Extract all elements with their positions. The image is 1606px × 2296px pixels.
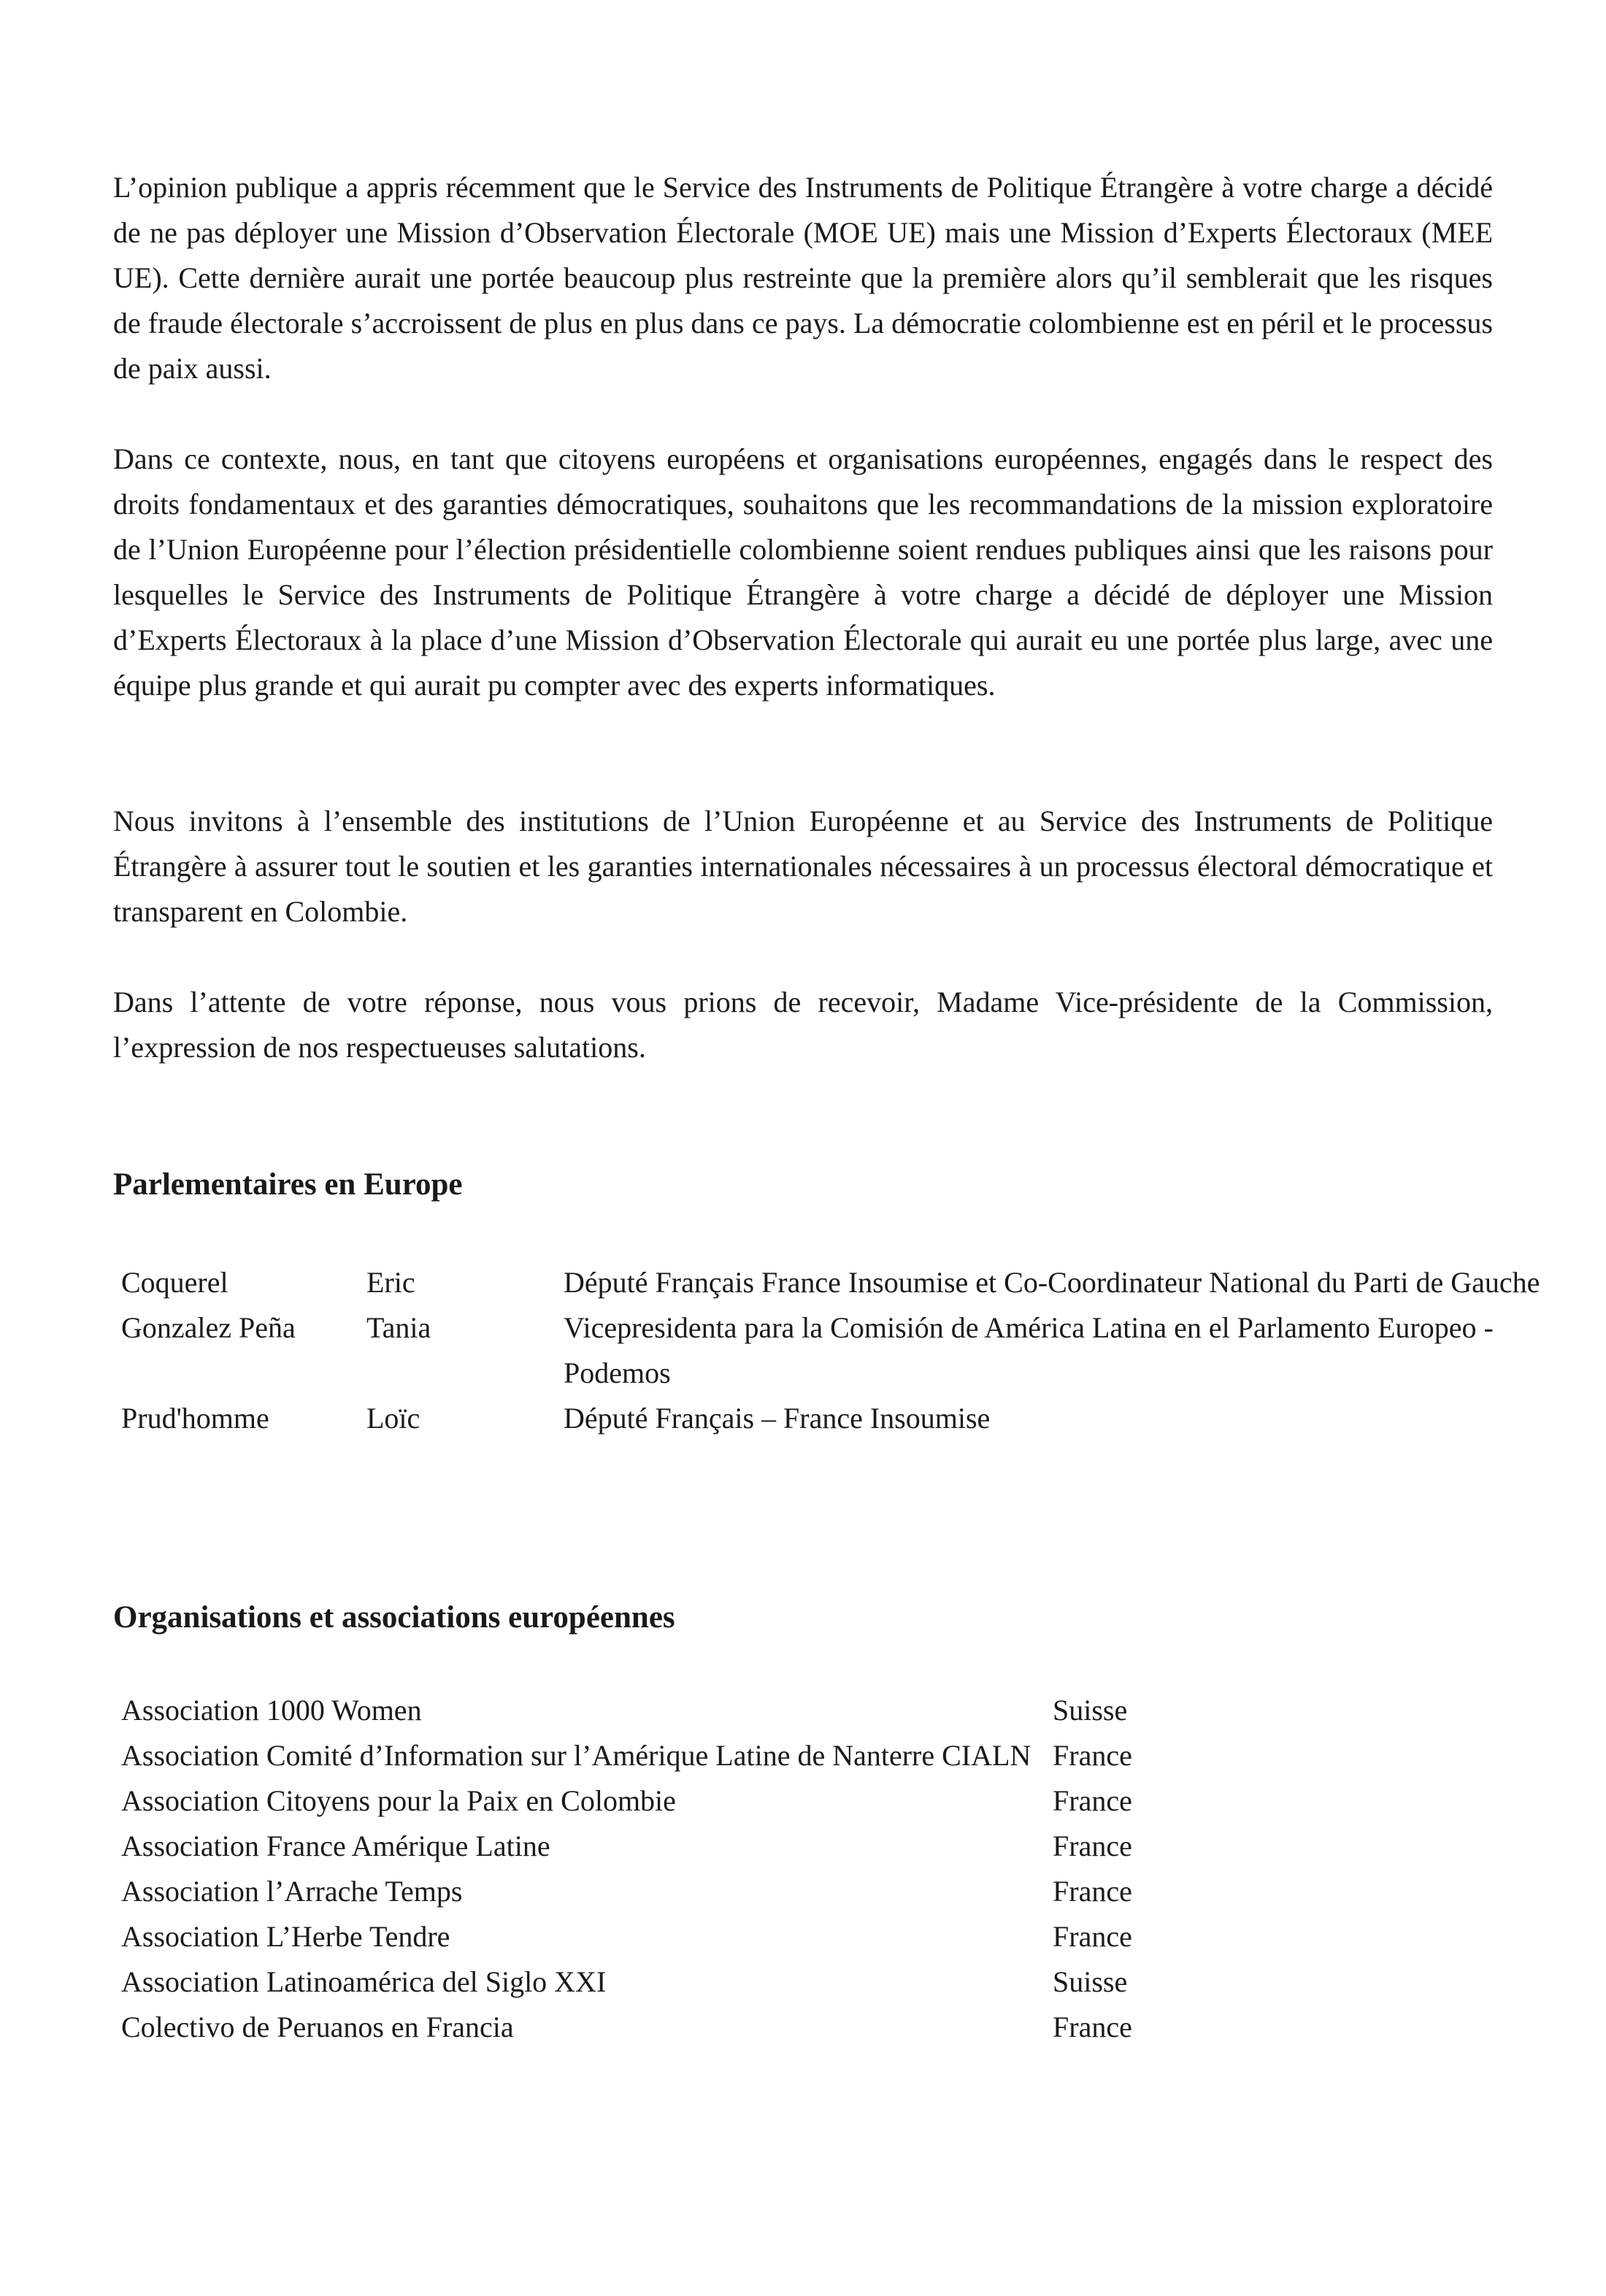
- first-name-cell: Tania: [366, 1311, 431, 1344]
- country-cell: France: [1053, 2011, 1132, 2043]
- country-cell: Suisse: [1053, 1965, 1128, 1998]
- organisations-heading: Organisations et associations européennes: [113, 1600, 675, 1635]
- organisations-table: [121, 1688, 1199, 2050]
- table-row: [121, 1305, 1564, 1396]
- table-row: [121, 1959, 1199, 2005]
- role-cell: Député Français – France Insoumise: [564, 1402, 991, 1435]
- table-row: [121, 1688, 1199, 1733]
- table-row: [121, 1869, 1199, 1914]
- last-name-cell: Prud'homme: [121, 1402, 269, 1435]
- country-cell: France: [1053, 1920, 1132, 1953]
- parliamentarians-table: [121, 1260, 1564, 1441]
- body-paragraph: L’opinion publique a appris récemment que le Service des Instruments de Politique Étrangère à votre charge a décidé de ne pas déployer une Mission d’Observation Électorale (MOE UE) mais une Mission d’Experts Électoraux (MEE UE). Cette dernière aurait une portée beaucoup plus restreinte que la première alors qu’il semblerait que les risques de fraude électorale s’accroissent de plus en plus dans ce pays. La démocratie colombienne est en péril et le processus de paix aussi.: [113, 171, 1493, 385]
- country-cell: France: [1053, 1739, 1132, 1772]
- table-row: [121, 1396, 1564, 1441]
- table-row: [121, 1778, 1199, 1824]
- organisation-name-cell: Association 1000 Women: [121, 1694, 422, 1727]
- last-name-cell: Coquerel: [121, 1266, 228, 1299]
- role-cell: Député Français France Insoumise et Co-Coordinateur National du Parti de Gauche: [564, 1266, 1540, 1299]
- table-row: [121, 1914, 1199, 1959]
- table-row: [121, 2005, 1199, 2050]
- organisation-name-cell: Colectivo de Peruanos en Francia: [121, 2011, 514, 2043]
- role-cell: Vicepresidenta para la Comisión de América Latina en el Parlamento Europeo - Podemos: [564, 1311, 1494, 1389]
- organisation-name-cell: Association L’Herbe Tendre: [121, 1920, 450, 1953]
- first-name-cell: Eric: [366, 1266, 415, 1299]
- organisation-name-cell: Association France Amérique Latine: [121, 1829, 550, 1862]
- table-row: [121, 1824, 1199, 1869]
- organisation-name-cell: Association Comité d’Information sur l’Amérique Latine de Nanterre CIALN: [121, 1739, 1031, 1772]
- organisation-name-cell: Association Citoyens pour la Paix en Colombie: [121, 1784, 676, 1817]
- first-name-cell: Loïc: [366, 1402, 420, 1435]
- table-row: [121, 1260, 1564, 1305]
- body-paragraph: Nous invitons à l’ensemble des institutions de l’Union Européenne et au Service des Instruments de Politique Étrangère à assurer tout le soutien et les garanties internationales nécessaires à un processus électoral démocratique et transparent en Colombie.: [113, 805, 1493, 928]
- country-cell: Suisse: [1053, 1694, 1128, 1727]
- country-cell: France: [1053, 1829, 1132, 1862]
- country-cell: France: [1053, 1875, 1132, 1908]
- parliamentarians-heading: Parlementaires en Europe: [113, 1167, 463, 1202]
- table-row: [121, 1733, 1199, 1778]
- organisation-name-cell: Association Latinoamérica del Siglo XXI: [121, 1965, 607, 1998]
- body-paragraph: Dans ce contexte, nous, en tant que citoyens européens et organisations européennes, engagés dans le respect des droits fondamentaux et des garanties démocratiques, souhaitons que les recommandations de la mission exploratoire de l’Union Européenne pour l’élection présidentielle colombienne soient rendues publiques ainsi que les raisons pour lesquelles le Service des Instruments de Politique Étrangère à votre charge a décidé de déployer une Mission d’Experts Électoraux à la place d’une Mission d’Observation Électorale qui aurait eu une portée plus large, avec une équipe plus grande et qui aurait pu compter avec des experts informatiques.: [113, 442, 1493, 702]
- closing-paragraph: Dans l’attente de votre réponse, nous vous prions de recevoir, Madame Vice-présidente de la Commission, l’expression de nos respectueuses salutations.: [113, 986, 1493, 1064]
- organisation-name-cell: Association l’Arrache Temps: [121, 1875, 463, 1908]
- last-name-cell: Gonzalez Peña: [121, 1311, 296, 1344]
- country-cell: France: [1053, 1784, 1132, 1817]
